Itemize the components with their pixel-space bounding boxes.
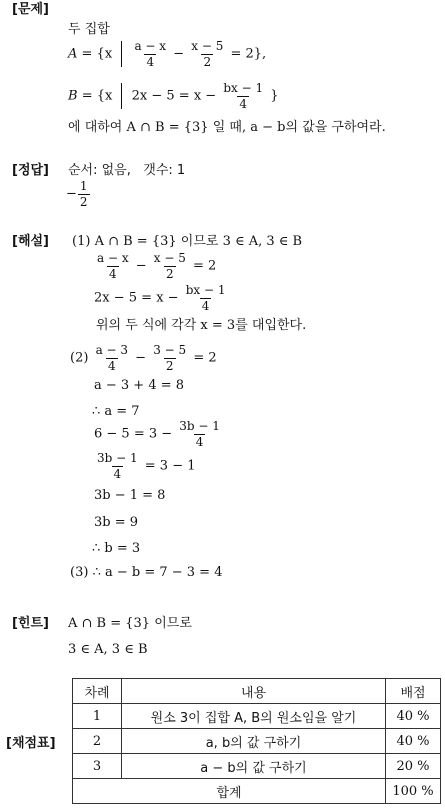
row-score: 40 %: [386, 704, 441, 729]
step-1-note: 위의 두 식에 각각 x = 3를 대입한다.: [96, 318, 307, 333]
row-content: a − b의 값 구하기: [122, 754, 386, 779]
row-number: 2: [73, 729, 122, 754]
answer-line: 순서: 없음, 갯수: 1: [68, 163, 186, 178]
step-2-line-6: 3b − 1 = 8: [94, 488, 166, 503]
step-3: (3) ∴ a − b = 7 − 3 = 4: [70, 565, 223, 580]
step-2-line-5: $\frac{3b - 1}{4}$ = 3 − 1: [97, 451, 196, 481]
row-score: 40 %: [386, 729, 441, 754]
problem-question: 에 대하여 A ∩ B = {3} 일 때, a − b의 값을 구하여라.: [68, 120, 386, 135]
header-score: 배점: [386, 679, 441, 704]
step-2-line-3: ∴ a = 7: [92, 404, 140, 419]
explanation-label: [해설]: [12, 234, 49, 249]
answer-label: [정답]: [12, 163, 49, 178]
step-2-eq-1: (2) $\frac{a - 3}{4}$ − $\frac{3 - 5}{2}$ = 2: [70, 343, 217, 373]
problem-label: [문제]: [12, 2, 49, 17]
step-1-eq-2: 2x − 5 = x − $\frac{bx - 1}{4}$: [94, 283, 226, 313]
row-content: 원소 3이 집합 A, B의 원소임을 알기: [122, 704, 386, 729]
step-2-line-4: 6 − 5 = 3 − $\frac{3b - 1}{4}$: [94, 419, 220, 449]
step-2-line-8: ∴ b = 3: [92, 541, 141, 556]
rubric-label: [채점표]: [6, 736, 56, 751]
rubric-row: [73, 704, 441, 729]
set-b-definition: B = {x 2x − 5 = x − $\frac{bx - 1}{4}$ }: [68, 81, 279, 111]
rubric-row: [73, 729, 441, 754]
step-2-line-2: a − 3 + 4 = 8: [94, 378, 185, 393]
row-number: 1: [73, 704, 122, 729]
step-1-eq-1: $\frac{a - x}{4}$ − $\frac{x - 5}{2}$ = 2: [97, 251, 217, 281]
total-score: 100 %: [386, 779, 441, 804]
problem-intro: 두 집합: [68, 22, 110, 37]
answer-value: − $\frac{1}{2}$: [66, 179, 88, 209]
step-2-line-7: 3b = 9: [94, 515, 139, 530]
rubric-header-row: [73, 679, 441, 704]
total-label: 합계: [73, 779, 386, 804]
hint-line-2: 3 ∈ A, 3 ∈ B: [68, 642, 148, 657]
header-content: 내용: [122, 679, 386, 704]
hint-line-1: A ∩ B = {3} 이므로: [68, 616, 192, 631]
rubric-table: [72, 678, 441, 804]
rubric-total-row: [73, 779, 441, 804]
header-order: 차례: [73, 679, 122, 704]
set-a-definition: A = {x $\frac{a - x}{4}$ − $\frac{x - 5}{2}$ = 2},: [68, 39, 267, 69]
step-1-heading: (1) A ∩ B = {3} 이므로 3 ∈ A, 3 ∈ B: [72, 234, 303, 249]
row-number: 3: [73, 754, 122, 779]
row-score: 20 %: [386, 754, 441, 779]
row-content: a, b의 값 구하기: [122, 729, 386, 754]
rubric-row: [73, 754, 441, 779]
hint-label: [힌트]: [12, 616, 49, 631]
